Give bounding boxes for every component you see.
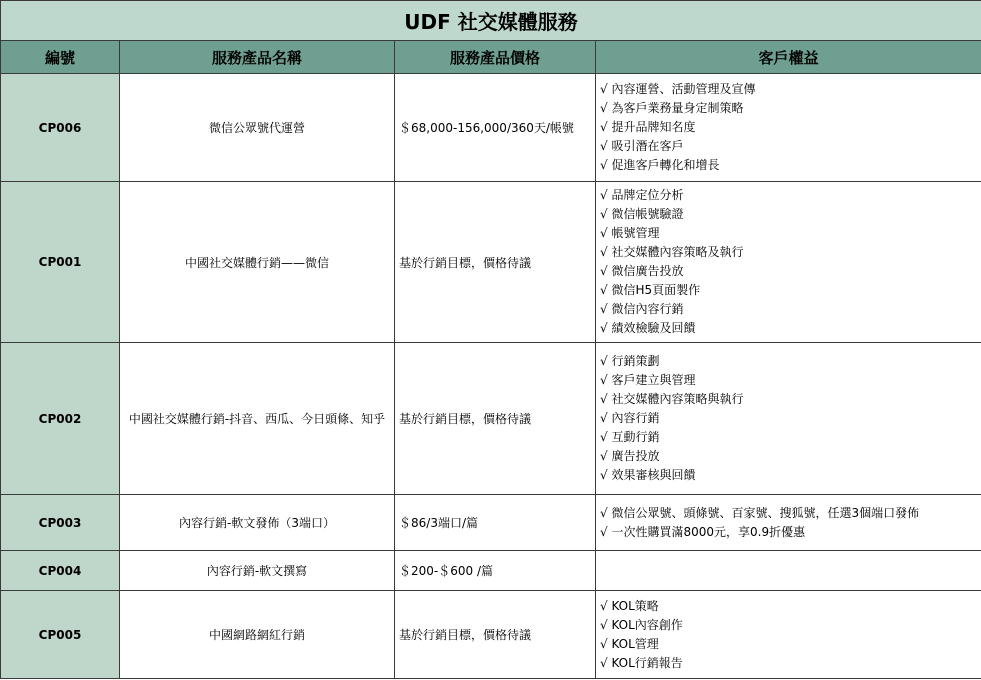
benefit-item: √ 吸引潛在客戶 [600, 139, 684, 153]
table-row [1, 591, 981, 679]
benefit-item: √ 帳號管理 [600, 226, 660, 240]
benefit-list [596, 495, 981, 551]
product-price: 基於行銷目標，價格待議 [395, 591, 596, 679]
benefit-item: √ 社交媒體內容策略與執行 [600, 392, 744, 406]
benefit-item: √ KOL管理 [600, 636, 659, 651]
header-row [1, 41, 981, 74]
product-price: ＄68,000-156,000/360天/帳號 [395, 74, 596, 182]
benefit-item: √ 績效檢驗及回饋 [600, 321, 696, 335]
product-code: CP002 [1, 343, 120, 495]
benefit-item: √ 品牌定位分析 [600, 188, 684, 202]
table-row [1, 343, 981, 495]
title-row [1, 1, 981, 41]
benefit-item: √ 內容運營、活動管理及宣傳 [600, 82, 756, 96]
table-row [1, 74, 981, 182]
benefit-item: √ 微信公眾號、頭條號、百家號、搜狐號，任選3個端口發佈 [600, 505, 920, 520]
product-name: 內容行銷-軟文發佈（3端口） [120, 495, 395, 551]
benefit-item: √ 提升品牌知名度 [600, 120, 696, 134]
product-price: 基於行銷目標，價格待議 [395, 343, 596, 495]
product-price: 基於行銷目標，價格待議 [395, 182, 596, 343]
benefit-item: √ 效果審核與回饋 [600, 468, 696, 482]
product-name: 微信公眾號代運營 [120, 74, 395, 182]
product-code: CP003 [1, 495, 120, 551]
benefit-item: √ 微信帳號驗證 [600, 207, 684, 221]
benefit-list [596, 182, 981, 343]
product-code: CP005 [1, 591, 120, 679]
header-name: 服務產品名稱 [120, 41, 395, 74]
benefit-item: √ KOL策略 [600, 598, 659, 613]
benefit-list [596, 343, 981, 495]
benefit-item: √ 促進客戶轉化和增長 [600, 158, 720, 172]
header-benefits: 客戶權益 [596, 41, 981, 74]
benefit-item: √ 一次性購買滿8000元，享0.9折優惠 [600, 524, 806, 539]
benefit-item: √ 行銷策劃 [600, 354, 660, 368]
product-name: 中國網路網紅行銷 [120, 591, 395, 679]
product-code: CP004 [1, 551, 120, 591]
header-price: 服務產品價格 [395, 41, 596, 74]
product-name: 中國社交媒體行銷-抖音、西瓜、今日頭條、知乎 [120, 343, 395, 495]
product-code: CP006 [1, 74, 120, 182]
product-code: CP001 [1, 182, 120, 343]
benefit-item: √ 微信H5頁面製作 [600, 283, 701, 297]
product-price: ＄200-＄600 /篇 [395, 551, 596, 591]
benefit-item: √ 社交媒體內容策略及執行 [600, 245, 744, 259]
table-row [1, 551, 981, 591]
product-name: 內容行銷-軟文撰寫 [120, 551, 395, 591]
benefit-list [596, 591, 981, 679]
table-row [1, 495, 981, 551]
header-code: 編號 [1, 41, 120, 74]
product-price: ＄86/3端口/篇 [395, 495, 596, 551]
benefit-list [596, 74, 981, 182]
benefit-item: √ 互動行銷 [600, 430, 660, 444]
benefit-item: √ 微信內容行銷 [600, 302, 684, 316]
benefit-item: √ 微信廣告投放 [600, 264, 684, 278]
benefit-list [596, 551, 981, 591]
benefit-item: √ KOL行銷報告 [600, 655, 683, 670]
product-name: 中國社交媒體行銷——微信 [120, 182, 395, 343]
benefit-item: √ 廣告投放 [600, 449, 660, 463]
sheet-title: UDF 社交媒體服務 [1, 1, 981, 41]
benefit-item: √ 內容行銷 [600, 411, 660, 425]
benefit-item: √ KOL內容創作 [600, 617, 683, 632]
benefit-item: √ 客戶建立與管理 [600, 373, 696, 387]
table-row [1, 182, 981, 343]
benefit-item: √ 為客戶業務量身定制策略 [600, 101, 744, 115]
